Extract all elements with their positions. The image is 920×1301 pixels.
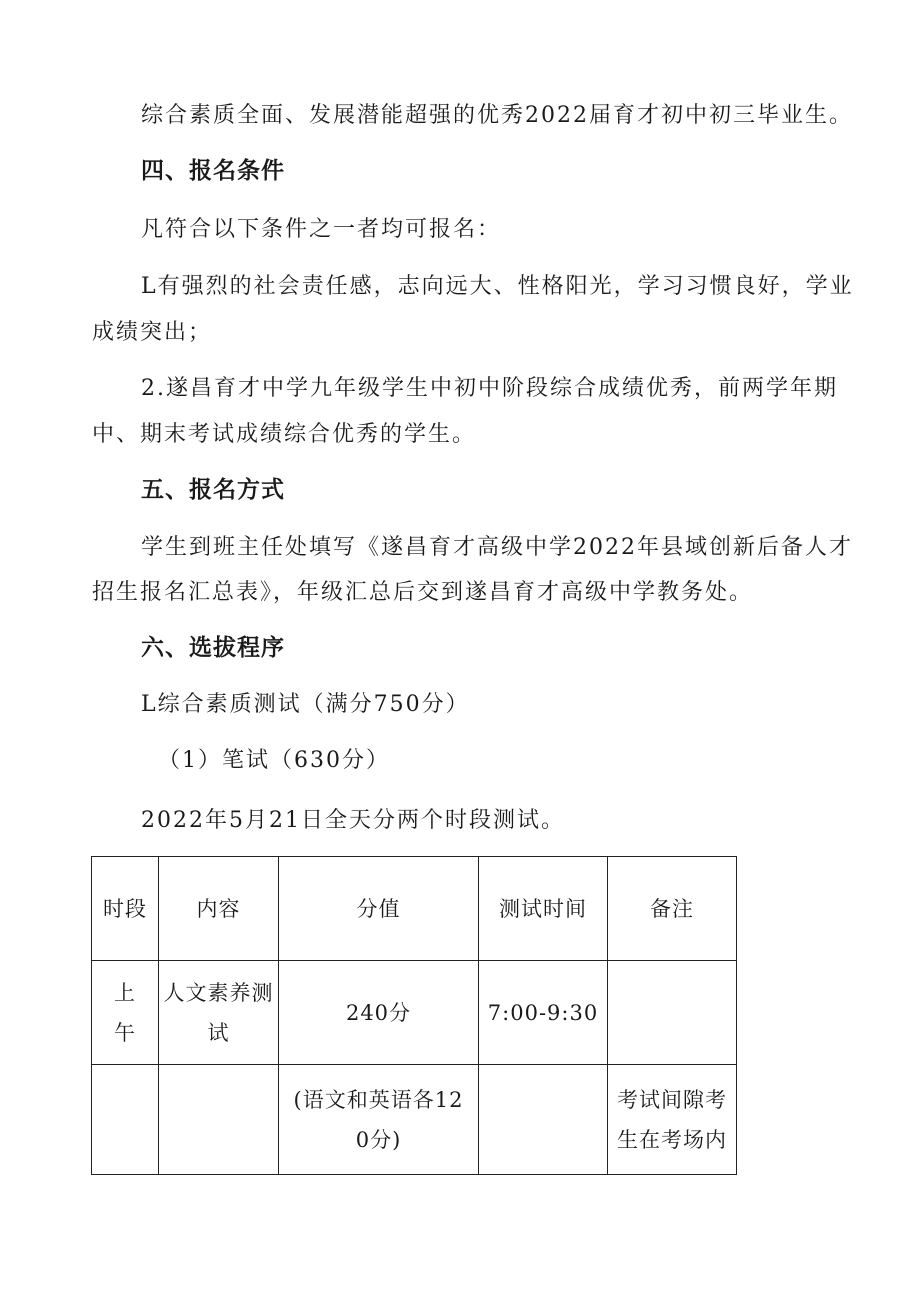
header-time: 测试时间 (479, 857, 608, 961)
section5-line1: 学生到班主任处填写《遂昌育才高级中学2022年县域创新后备人才 (141, 535, 853, 560)
table-row (92, 1065, 737, 1175)
schedule-table (91, 856, 737, 1175)
section4-item1-line2: 成绩突出； (92, 320, 213, 345)
section4-item2-line2: 中、期末考试成绩综合优秀的学生。 (92, 422, 477, 447)
row1-content (159, 961, 279, 1065)
row2-content (159, 1065, 279, 1175)
section6-heading: 六、选拔程序 (141, 635, 285, 661)
section4-item1-line1: L有强烈的社会责任感，志向远大、性格阳光，学习习惯良好，学业 (141, 274, 854, 299)
row2-remarks (608, 1065, 737, 1175)
header-remarks: 备注 (608, 857, 737, 961)
row2-remarks-text: 考试间隙考生在考场内 (617, 1087, 727, 1152)
row2-score (279, 1065, 479, 1175)
table-header-row (92, 857, 737, 961)
header-period: 时段 (92, 857, 159, 961)
row1-period (92, 961, 159, 1065)
section4-heading: 四、报名条件 (141, 158, 285, 184)
header-content: 内容 (159, 857, 279, 961)
row1-remarks (608, 961, 737, 1065)
section6-date-line: 2022年5月21日全天分两个时段测试。 (141, 808, 565, 833)
section5-heading: 五、报名方式 (141, 477, 285, 503)
row1-content-text: 人文素养测试 (163, 980, 274, 1045)
intro-line: 综合素质全面、发展潜能超强的优秀2022届育才初中初三毕业生。 (141, 103, 853, 128)
section6-item1: L综合素质测试（满分750分） (141, 692, 470, 717)
section4-item2-line1: 2.遂昌育才中学九年级学生中初中阶段综合成绩优秀，前两学年期 (141, 376, 838, 401)
section4-intro: 凡符合以下条件之一者均可报名： (141, 217, 502, 242)
row2-period (92, 1065, 159, 1175)
row1-score: 240分 (279, 961, 479, 1065)
header-score: 分值 (279, 857, 479, 961)
row1-period-text: 上午 (114, 980, 136, 1045)
section6-sub1: （1）笔试（630分） (158, 748, 390, 773)
row1-time: 7:00-9:30 (479, 961, 608, 1065)
section5-line2: 招生报名汇总表》，年级汇总后交到遂昌育才高级中学教务处。 (92, 580, 754, 605)
table-row (92, 961, 737, 1065)
row2-score-text: (语文和英语各120分) (293, 1087, 464, 1152)
row2-time (479, 1065, 608, 1175)
